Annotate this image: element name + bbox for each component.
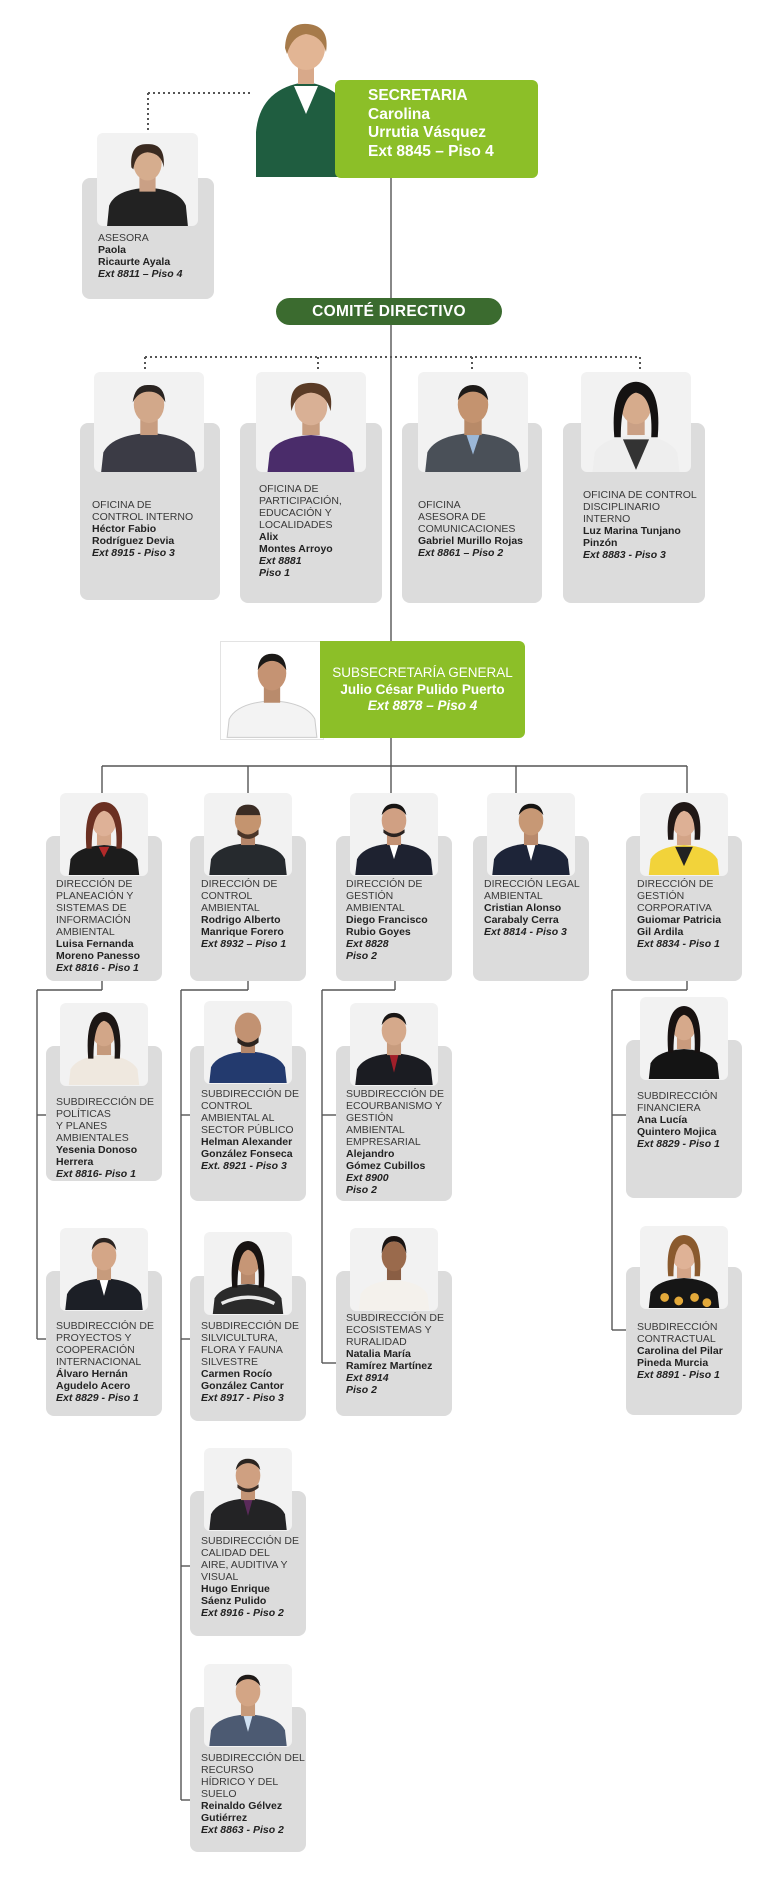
office-ext: Ext 8883 - Piso 3 — [583, 549, 666, 561]
person-photo-icon — [60, 793, 148, 876]
subdirection-photo — [350, 1003, 438, 1086]
committee-dotted-branch — [145, 357, 640, 372]
subdirection-role: SUBDIRECCIÓN DE PROYECTOS Y COOPERACIÓN INTERNACIONAL — [56, 1320, 155, 1368]
advisor-role: ASESORA — [98, 232, 149, 244]
office-photo — [581, 372, 691, 472]
office-photo — [94, 372, 204, 472]
subdirection-text — [56, 1320, 154, 1404]
subdirection-role: SUBDIRECCIÓN DE POLÍTICAS Y PLANES AMBIENTALES — [56, 1096, 155, 1144]
subdirection-photo — [640, 1226, 728, 1309]
subdirection-text — [346, 1088, 444, 1196]
subsecretary-box — [320, 641, 525, 738]
subdirection-text — [201, 1320, 299, 1404]
subdirection-name: Reinaldo Gélvez Gutiérrez — [201, 1800, 283, 1824]
office-ext: Ext 8915 - Piso 3 — [92, 547, 175, 559]
person-photo-icon — [60, 1003, 148, 1086]
subdirection-role: SUBDIRECCIÓN DE ECOSISTEMAS Y RURALIDAD — [346, 1312, 445, 1348]
subdirection-ext: Ext 8829 - Piso 1 — [637, 1138, 720, 1150]
office-photo — [256, 372, 366, 472]
subdirection-name: Carolina del Pilar Pineda Murcia — [637, 1345, 723, 1369]
direction-text — [201, 878, 286, 950]
subsecretary-ext: Ext 8878 – Piso 4 — [367, 698, 478, 713]
office-text — [583, 489, 697, 561]
subdirection-role: SUBDIRECCIÓN FINANCIERA — [637, 1090, 718, 1114]
direction-ext: Ext 8816 - Piso 1 — [56, 962, 139, 974]
person-photo-icon — [256, 372, 366, 472]
direction-name: Rodrigo Alberto Manrique Forero — [201, 914, 284, 938]
subdirection-name: Álvaro Hernán Agudelo Acero — [56, 1368, 131, 1392]
advisor-dotted-branch — [148, 93, 250, 133]
direction-name: Luisa Fernanda Moreno Panesso — [56, 938, 141, 962]
office-ext: Ext 8881 Piso 1 — [259, 555, 302, 579]
direction-role: DIRECCIÓN LEGAL AMBIENTAL — [484, 878, 580, 902]
subdirection-photo — [204, 1232, 292, 1315]
subdirection-name: Hugo Enrique Sáenz Pulido — [201, 1583, 270, 1607]
advisor-text — [98, 232, 182, 280]
subdirection-ext: Ext 8900 Piso 2 — [346, 1172, 389, 1196]
person-photo-icon — [204, 1664, 292, 1747]
subdirection-role: SUBDIRECCIÓN DE ECOURBANISMO Y GESTIÓN AMBIENTAL EMPRESARIAL — [346, 1088, 445, 1148]
direction-role: DIRECCIÓN DE CONTROL AMBIENTAL — [201, 878, 278, 914]
direction-photo — [60, 793, 148, 876]
direction-name: Cristian Alonso Carabaly Cerra — [484, 902, 562, 926]
subdirection-photo — [60, 1228, 148, 1311]
office-name: Alix Montes Arroyo — [259, 531, 333, 555]
subdirection-text — [56, 1096, 154, 1180]
direction-name: Diego Francisco Rubio Goyes — [346, 914, 428, 938]
subdirection-ext: Ext 8816- Piso 1 — [56, 1168, 136, 1180]
advisor-name: Paola Ricaurte Ayala — [98, 244, 171, 268]
office-photo — [418, 372, 528, 472]
subdirection-photo — [204, 1448, 292, 1531]
office-text — [259, 483, 342, 579]
office-name: Gabriel Murillo Rojas — [418, 535, 524, 547]
advisor-photo — [97, 133, 198, 226]
subsecretary-title: SUBSECRETARÍA GENERAL — [332, 665, 513, 680]
office-role: OFICINA ASESORA DE COMUNICACIONES — [418, 499, 516, 535]
direction-text — [56, 878, 140, 974]
head-name: Carolina Urrutia Vásquez — [368, 105, 487, 141]
subdirection-role: SUBDIRECCIÓN CONTRACTUAL — [637, 1321, 718, 1345]
person-photo-icon — [204, 1001, 292, 1084]
direction-name: Guiomar Patricia Gil Ardila — [637, 914, 722, 938]
office-role: OFICINA DE CONTROL DISCIPLINARIO INTERNO — [583, 489, 697, 525]
person-photo-icon — [487, 793, 575, 876]
subdirection-ext: Ext 8914 Piso 2 — [346, 1372, 389, 1396]
person-photo-icon — [204, 1448, 292, 1531]
person-photo-icon — [97, 133, 198, 226]
office-text — [92, 499, 193, 559]
office-role: OFICINA DE PARTICIPACIÓN, EDUCACIÓN Y LOCALIDADES — [259, 483, 342, 531]
direction-role: DIRECCIÓN DE GESTIÓN CORPORATIVA — [637, 878, 714, 914]
subdirection-photo — [640, 997, 728, 1080]
person-photo-icon — [60, 1228, 148, 1311]
subdirection-name: Helman Alexander González Fonseca — [201, 1136, 293, 1160]
person-photo-icon — [350, 1003, 438, 1086]
direction-ext: Ext 8932 – Piso 1 — [201, 938, 287, 950]
person-photo-icon — [350, 1228, 438, 1311]
subsecretary-photo — [220, 641, 324, 740]
subdirection-role: SUBDIRECCIÓN DEL RECURSO HÍDRICO Y DEL SUELO — [201, 1752, 305, 1800]
direction-photo — [487, 793, 575, 876]
subdirection-text — [201, 1752, 305, 1836]
person-photo-icon — [581, 372, 691, 472]
person-photo-icon — [640, 1226, 728, 1309]
office-ext: Ext 8861 – Piso 2 — [418, 547, 504, 559]
subdirection-text — [637, 1321, 723, 1381]
person-photo-icon — [350, 793, 438, 876]
subdirection-photo — [350, 1228, 438, 1311]
subdirection-ext: Ext 8863 - Piso 2 — [201, 1824, 284, 1836]
direction-role: DIRECCIÓN DE PLANEACIÓN Y SISTEMAS DE INFORMACIÓN AMBIENTAL — [56, 878, 134, 938]
office-name: Héctor Fabio Rodríguez Devia — [92, 523, 175, 547]
subdirection-name: Yesenia Donoso Herrera — [56, 1144, 138, 1168]
subdirection-text — [201, 1535, 299, 1619]
direction-text — [637, 878, 721, 950]
person-photo-icon — [418, 372, 528, 472]
direction-text — [346, 878, 428, 962]
subdirection-photo — [204, 1664, 292, 1747]
subdirection-ext: Ext 8891 - Piso 1 — [637, 1369, 720, 1381]
subdirection-name: Alejandro Gómez Cubillos — [346, 1148, 426, 1172]
subdirection-ext: Ext 8917 - Piso 3 — [201, 1392, 284, 1404]
direction-ext: Ext 8814 - Piso 3 — [484, 926, 567, 938]
direction-photo — [350, 793, 438, 876]
person-photo-icon — [94, 372, 204, 472]
subdirection-ext: Ext 8829 - Piso 1 — [56, 1392, 139, 1404]
subdirection-text — [201, 1088, 299, 1172]
office-name: Luz Marina Tunjano Pinzón — [583, 525, 681, 549]
person-photo-icon — [221, 642, 323, 739]
advisor-ext: Ext 8811 – Piso 4 — [98, 268, 183, 280]
office-role: OFICINA DE CONTROL INTERNO — [92, 499, 194, 523]
subdirection-ext: Ext 8916 - Piso 2 — [201, 1607, 284, 1619]
direction-text — [484, 878, 580, 938]
subsecretary-name: Julio César Pulido Puerto — [340, 681, 505, 697]
subdirection-text — [346, 1312, 444, 1396]
head-title: SECRETARIA — [368, 87, 468, 104]
head-ext: Ext 8845 – Piso 4 — [368, 142, 494, 160]
subdirection-role: SUBDIRECCIÓN DE SILVICULTURA, FLORA Y FAUNA SILVESTRE — [201, 1320, 300, 1368]
committee-label: COMITÉ DIRECTIVO — [276, 298, 502, 325]
direction-ext: Ext 8834 - Piso 1 — [637, 938, 720, 950]
direction-photo — [204, 793, 292, 876]
subdirection-name: Ana Lucía Quintero Mojica — [637, 1114, 717, 1138]
direction-ext: Ext 8828 Piso 2 — [346, 938, 389, 962]
head-box — [335, 80, 538, 178]
person-photo-icon — [640, 997, 728, 1080]
subdirection-name: Carmen Rocío González Cantor — [201, 1368, 284, 1392]
subdirection-photo — [60, 1003, 148, 1086]
direction-role: DIRECCIÓN DE GESTIÓN AMBIENTAL — [346, 878, 423, 914]
subdirection-role: SUBDIRECCIÓN DE CALIDAD DEL AIRE, AUDITIVA Y VISUAL — [201, 1535, 300, 1583]
subdirection-photo — [204, 1001, 292, 1084]
subdirection-role: SUBDIRECCIÓN DE CONTROL AMBIENTAL AL SECTOR PÚBLICO — [201, 1088, 300, 1136]
person-photo-icon — [204, 1232, 292, 1315]
person-photo-icon — [640, 793, 728, 876]
direction-photo — [640, 793, 728, 876]
subdirection-name: Natalia María Ramírez Martínez — [346, 1348, 433, 1372]
person-photo-icon — [204, 793, 292, 876]
subdirection-text — [637, 1090, 720, 1150]
office-text — [418, 499, 523, 559]
subdirection-ext: Ext. 8921 - Piso 3 — [201, 1160, 287, 1172]
